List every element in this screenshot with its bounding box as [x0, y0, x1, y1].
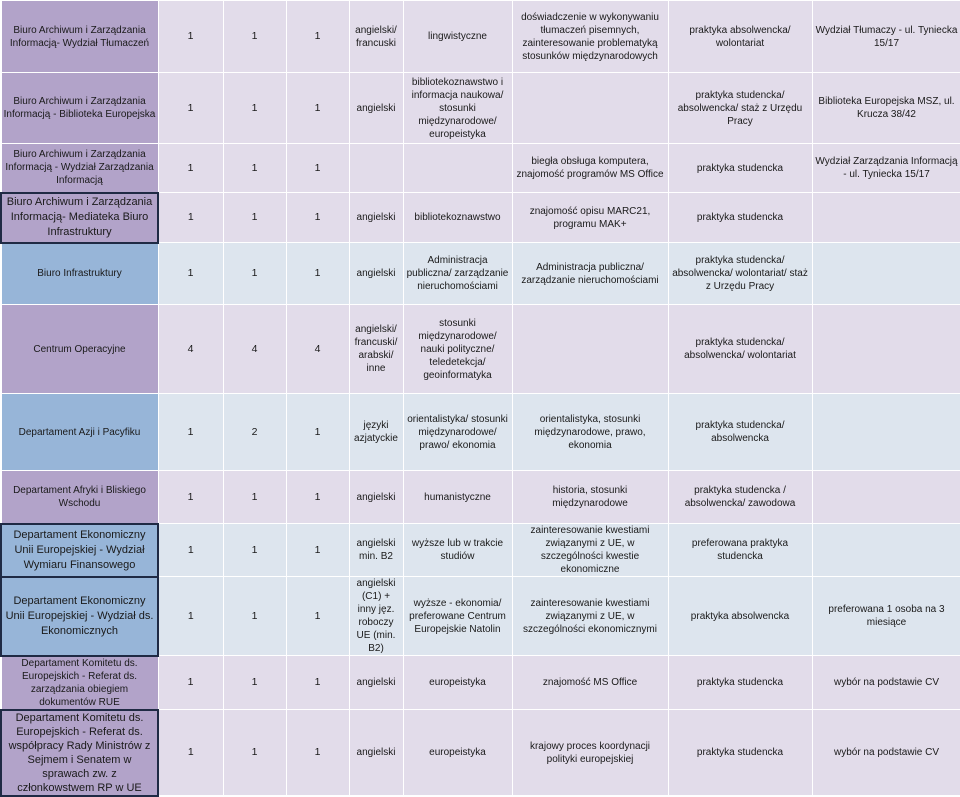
table-row	[1, 710, 960, 796]
language-cell: angielski min. B2	[349, 524, 403, 577]
unit-name-cell: Centrum Operacyjne	[1, 305, 158, 394]
unit-name-cell: Departament Azji i Pacyfiku	[1, 394, 158, 471]
requirements-cell: znajomość opisu MARC21, programu MAK+	[512, 193, 668, 243]
count-a-cell: 1	[158, 524, 223, 577]
count-c-cell: 1	[286, 73, 349, 144]
count-c-cell: 1	[286, 710, 349, 796]
field-of-study-cell: lingwistyczne	[403, 1, 512, 73]
count-b-cell: 1	[223, 73, 286, 144]
field-of-study-cell: Administracja publiczna/ zarządzanie nieruchomościami	[403, 243, 512, 305]
internship-type-cell: praktyka studencka	[668, 193, 812, 243]
notes-cell: wybór na podstawie CV	[812, 710, 960, 796]
unit-name-cell: Departament Komitetu ds. Europejskich - Referat ds. współpracy Rady Ministrów z Sejmem i Senatem w sprawach zw. z członkowstwem RP w UE	[1, 710, 158, 796]
unit-name-cell: Departament Ekonomiczny Unii Europejskiej - Wydział Wymiaru Finansowego	[1, 524, 158, 577]
table-row	[1, 577, 960, 656]
notes-cell	[812, 394, 960, 471]
notes-cell	[812, 305, 960, 394]
count-b-cell: 2	[223, 394, 286, 471]
language-cell: angielski	[349, 193, 403, 243]
table-row	[1, 243, 960, 305]
count-c-cell: 4	[286, 305, 349, 394]
field-of-study-cell: stosunki międzynarodowe/ nauki polityczne/ teledetekcja/ geoinformatyka	[403, 305, 512, 394]
notes-cell: Biblioteka Europejska MSZ, ul. Krucza 38/42	[812, 73, 960, 144]
requirements-cell: krajowy proces koordynacji polityki europejskiej	[512, 710, 668, 796]
unit-name-cell: Biuro Archiwum i Zarządzania Informacją- Wydział Tłumaczeń	[1, 1, 158, 73]
notes-cell	[812, 243, 960, 305]
count-c-cell: 1	[286, 144, 349, 193]
language-cell: angielski	[349, 471, 403, 524]
count-c-cell: 1	[286, 394, 349, 471]
notes-cell	[812, 193, 960, 243]
table-row	[1, 394, 960, 471]
count-b-cell: 1	[223, 524, 286, 577]
unit-name-cell: Departament Ekonomiczny Unii Europejskiej - Wydział ds. Ekonomicznych	[1, 577, 158, 656]
language-cell: angielski	[349, 243, 403, 305]
requirements-cell: znajomość MS Office	[512, 656, 668, 710]
table-body	[1, 1, 960, 796]
unit-name-cell: Departament Komitetu ds. Europejskich - Referat ds. zarządzania obiegiem dokumentów RUE	[1, 656, 158, 710]
field-of-study-cell: europeistyka	[403, 710, 512, 796]
unit-name-cell: Departament Afryki i Bliskiego Wschodu	[1, 471, 158, 524]
count-a-cell: 1	[158, 471, 223, 524]
count-a-cell: 1	[158, 243, 223, 305]
count-c-cell: 1	[286, 1, 349, 73]
field-of-study-cell: bibliotekoznawstwo	[403, 193, 512, 243]
requirements-cell: doświadczenie w wykonywaniu tłumaczeń pisemnych, zainteresowanie problematyką stosunków międzynarodowych	[512, 1, 668, 73]
language-cell: angielski/ francuski/ arabski/ inne	[349, 305, 403, 394]
requirements-cell: orientalistyka, stosunki międzynarodowe, prawo, ekonomia	[512, 394, 668, 471]
requirements-cell: historia, stosunki międzynarodowe	[512, 471, 668, 524]
table-row	[1, 471, 960, 524]
field-of-study-cell: bibliotekoznawstwo i informacja naukowa/ stosunki międzynarodowe/ europeistyka	[403, 73, 512, 144]
count-b-cell: 1	[223, 243, 286, 305]
count-c-cell: 1	[286, 471, 349, 524]
notes-cell	[812, 471, 960, 524]
count-c-cell: 1	[286, 656, 349, 710]
unit-name-cell: Biuro Archiwum i Zarządzania Informacją - Wydział Zarządzania Informacją	[1, 144, 158, 193]
count-a-cell: 1	[158, 193, 223, 243]
internship-type-cell: praktyka studencka	[668, 144, 812, 193]
count-b-cell: 1	[223, 710, 286, 796]
table-row	[1, 144, 960, 193]
table-row	[1, 73, 960, 144]
field-of-study-cell: europeistyka	[403, 656, 512, 710]
field-of-study-cell: humanistyczne	[403, 471, 512, 524]
language-cell: angielski	[349, 710, 403, 796]
language-cell: angielski (C1) + inny jęz. roboczy UE (min. B2)	[349, 577, 403, 656]
table-row	[1, 524, 960, 577]
internship-type-cell: praktyka studencka/ absolwencka	[668, 394, 812, 471]
internship-type-cell: preferowana praktyka studencka	[668, 524, 812, 577]
unit-name-cell: Biuro Archiwum i Zarządzania Informacją - Biblioteka Europejska	[1, 73, 158, 144]
internship-type-cell: praktyka studencka/ absolwencka/ wolontariat/ staż z Urzędu Pracy	[668, 243, 812, 305]
notes-cell	[812, 524, 960, 577]
table-row	[1, 193, 960, 243]
requirements-cell: zainteresowanie kwestiami związanymi z UE, w szczególności ekonomicznymi	[512, 577, 668, 656]
field-of-study-cell: wyższe - ekonomia/ preferowane Centrum Europejskie Natolin	[403, 577, 512, 656]
internship-type-cell: praktyka studencka	[668, 656, 812, 710]
internship-type-cell: praktyka studencka	[668, 710, 812, 796]
count-a-cell: 1	[158, 710, 223, 796]
count-b-cell: 1	[223, 144, 286, 193]
table-row	[1, 1, 960, 73]
unit-name-cell: Biuro Archiwum i Zarządzania Informacją- Mediateka Biuro Infrastruktury	[1, 193, 158, 243]
language-cell: języki azjatyckie	[349, 394, 403, 471]
count-a-cell: 1	[158, 1, 223, 73]
notes-cell: preferowana 1 osoba na 3 miesiące	[812, 577, 960, 656]
language-cell: angielski	[349, 656, 403, 710]
count-a-cell: 1	[158, 144, 223, 193]
count-b-cell: 4	[223, 305, 286, 394]
language-cell	[349, 144, 403, 193]
field-of-study-cell: wyższe lub w trakcie studiów	[403, 524, 512, 577]
notes-cell: Wydział Zarządzania Informacją - ul. Tyniecka 15/17	[812, 144, 960, 193]
count-c-cell: 1	[286, 577, 349, 656]
internship-type-cell: praktyka studencka / absolwencka/ zawodowa	[668, 471, 812, 524]
count-a-cell: 1	[158, 394, 223, 471]
count-a-cell: 1	[158, 656, 223, 710]
count-a-cell: 1	[158, 577, 223, 656]
table-row	[1, 656, 960, 710]
count-c-cell: 1	[286, 193, 349, 243]
count-b-cell: 1	[223, 577, 286, 656]
notes-cell: wybór na podstawie CV	[812, 656, 960, 710]
count-a-cell: 4	[158, 305, 223, 394]
field-of-study-cell: orientalistyka/ stosunki międzynarodowe/ prawo/ ekonomia	[403, 394, 512, 471]
requirements-cell: Administracja publiczna/ zarządzanie nieruchomościami	[512, 243, 668, 305]
internship-type-cell: praktyka studencka/ absolwencka/ staż z Urzędu Pracy	[668, 73, 812, 144]
count-c-cell: 1	[286, 243, 349, 305]
internship-type-cell: praktyka studencka/ absolwencka/ wolontariat	[668, 305, 812, 394]
table-row	[1, 305, 960, 394]
requirements-cell	[512, 305, 668, 394]
field-of-study-cell	[403, 144, 512, 193]
count-b-cell: 1	[223, 656, 286, 710]
internship-type-cell: praktyka absolwencka	[668, 577, 812, 656]
count-b-cell: 1	[223, 471, 286, 524]
requirements-cell: zainteresowanie kwestiami związanymi z UE, w szczególności kwestie ekonomiczne	[512, 524, 668, 577]
count-a-cell: 1	[158, 73, 223, 144]
language-cell: angielski/ francuski	[349, 1, 403, 73]
language-cell: angielski	[349, 73, 403, 144]
count-b-cell: 1	[223, 193, 286, 243]
count-b-cell: 1	[223, 1, 286, 73]
requirements-cell: biegła obsługa komputera, znajomość programów MS Office	[512, 144, 668, 193]
notes-cell: Wydział Tłumaczy - ul. Tyniecka 15/17	[812, 1, 960, 73]
requirements-cell	[512, 73, 668, 144]
internship-type-cell: praktyka absolwencka/ wolontariat	[668, 1, 812, 73]
unit-name-cell: Biuro Infrastruktury	[1, 243, 158, 305]
count-c-cell: 1	[286, 524, 349, 577]
